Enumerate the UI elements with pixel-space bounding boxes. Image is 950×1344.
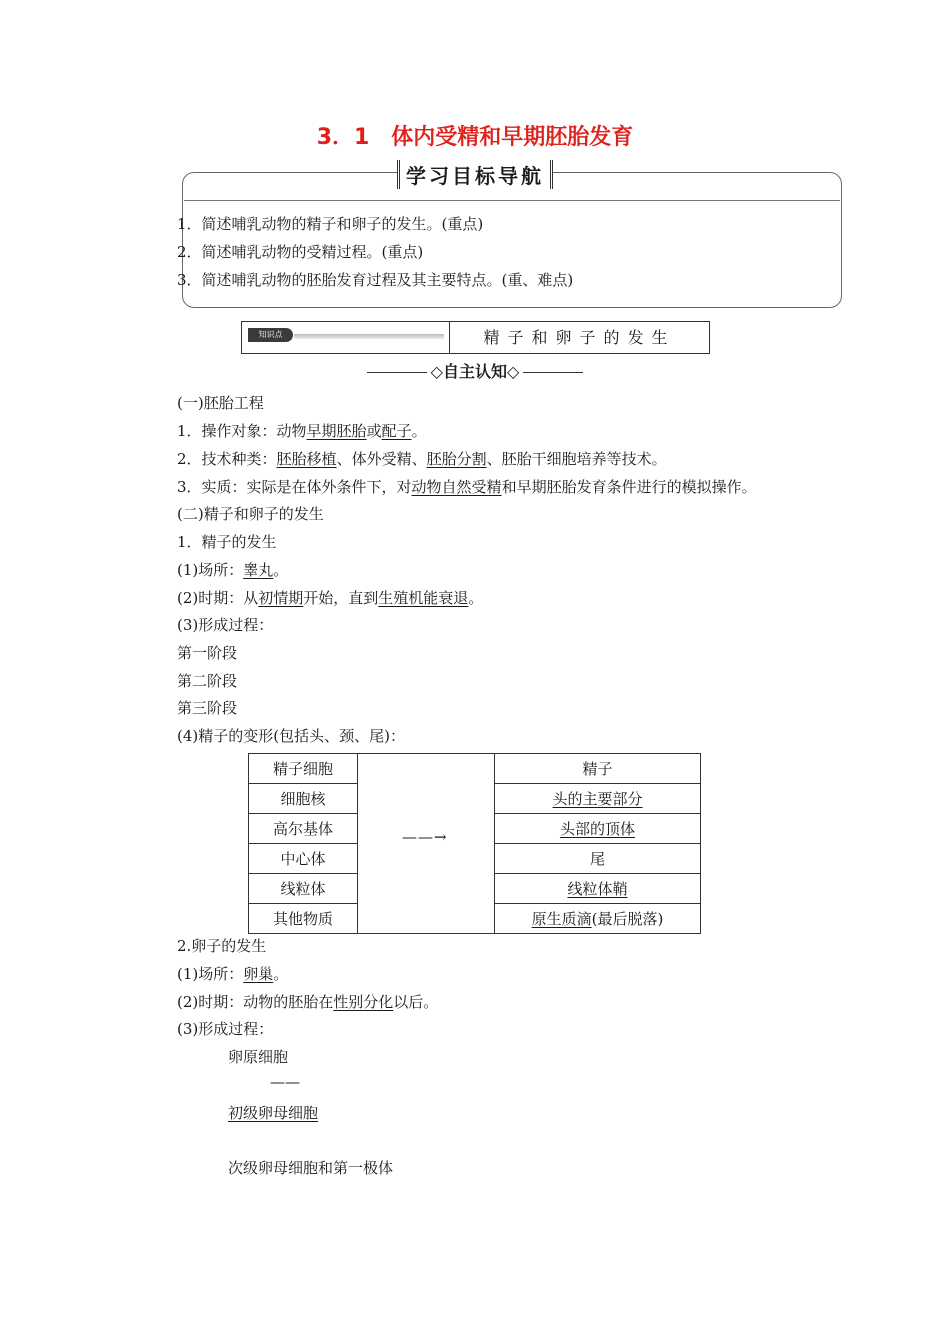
- section-tag-bar: [294, 334, 444, 339]
- section-header: [241, 321, 710, 354]
- table-cell: 其他物质: [249, 904, 358, 934]
- paragraph: 第一阶段: [177, 644, 238, 662]
- table-cell: 精子: [495, 754, 701, 784]
- paragraph: (2)时期：从初情期开始，直到生殖机能衰退。: [177, 589, 484, 607]
- paragraph: 1．操作对象：动物早期胚胎或配子。: [177, 422, 427, 440]
- paragraph: (2)时期：动物的胚胎在性别分化以后。: [177, 993, 439, 1011]
- paragraph: 1．精子的发生: [177, 533, 277, 551]
- paragraph: (1)场所：睾丸。: [177, 561, 289, 579]
- dash-mark: ——: [270, 1073, 300, 1091]
- goal-item: 2．简述哺乳动物的受精过程。(重点): [177, 243, 424, 261]
- paragraph: (1)场所：卵巢。: [177, 965, 289, 983]
- table-cell: 尾: [495, 844, 701, 874]
- table-cell: 头部的顶体: [495, 814, 701, 844]
- rule-right: [523, 372, 583, 373]
- table-row: [249, 754, 701, 784]
- goal-item: 1．简述哺乳动物的精子和卵子的发生。(重点): [177, 215, 484, 233]
- table-cell: 原生质滴(最后脱落): [495, 904, 701, 934]
- rule-left: [367, 372, 427, 373]
- paragraph: (4)精子的变形(包括头、颈、尾)：: [177, 727, 405, 745]
- transform-arrow: ——→: [402, 828, 448, 846]
- paragraph: (3)形成过程：: [177, 1020, 274, 1038]
- table-cell: 线粒体鞘: [495, 874, 701, 904]
- table-cell: 线粒体: [249, 874, 358, 904]
- paragraph: 2．技术种类：胚胎移植、体外受精、胚胎分割、胚胎干细胞培养等技术。: [177, 450, 667, 468]
- paragraph: 第二阶段: [177, 672, 238, 690]
- sperm-transform-table: [248, 753, 701, 934]
- table-cell: 细胞核: [249, 784, 358, 814]
- subheading: ◇自主认知◇: [0, 359, 950, 382]
- goals-heading: [0, 160, 950, 189]
- paragraph: 初级卵母细胞: [228, 1104, 319, 1122]
- page-title: 3．1 体内受精和早期胚胎发育: [316, 125, 634, 150]
- table-cell: 高尔基体: [249, 814, 358, 844]
- section-tag-area: [242, 322, 450, 353]
- paragraph: (3)形成过程：: [177, 616, 274, 634]
- paragraph: 第三阶段: [177, 699, 238, 717]
- table-cell: 头的主要部分: [495, 784, 701, 814]
- section-title: 精子和卵子的发生: [483, 328, 676, 347]
- paragraph: (二)精子和卵子的发生: [177, 505, 324, 523]
- paragraph: 3．实质：实际是在体外条件下，对动物自然受精和早期胚胎发育条件进行的模拟操作。: [177, 478, 757, 496]
- paragraph: 卵原细胞: [228, 1048, 289, 1066]
- goals-heading-text: 学习目标导航: [397, 160, 553, 189]
- goal-item: 3．简述哺乳动物的胚胎发育过程及其主要特点。(重、难点): [177, 271, 574, 289]
- paragraph: 次级卵母细胞和第一极体: [228, 1159, 394, 1177]
- section-tag: 知识点: [248, 328, 293, 342]
- subheading-text: 自主认知: [442, 362, 507, 381]
- goals-divider: [184, 200, 840, 201]
- table-cell: 中心体: [249, 844, 358, 874]
- table-cell: 精子细胞: [249, 754, 358, 784]
- paragraph: (一)胚胎工程: [177, 394, 264, 412]
- paragraph: 2.卵子的发生: [177, 937, 267, 955]
